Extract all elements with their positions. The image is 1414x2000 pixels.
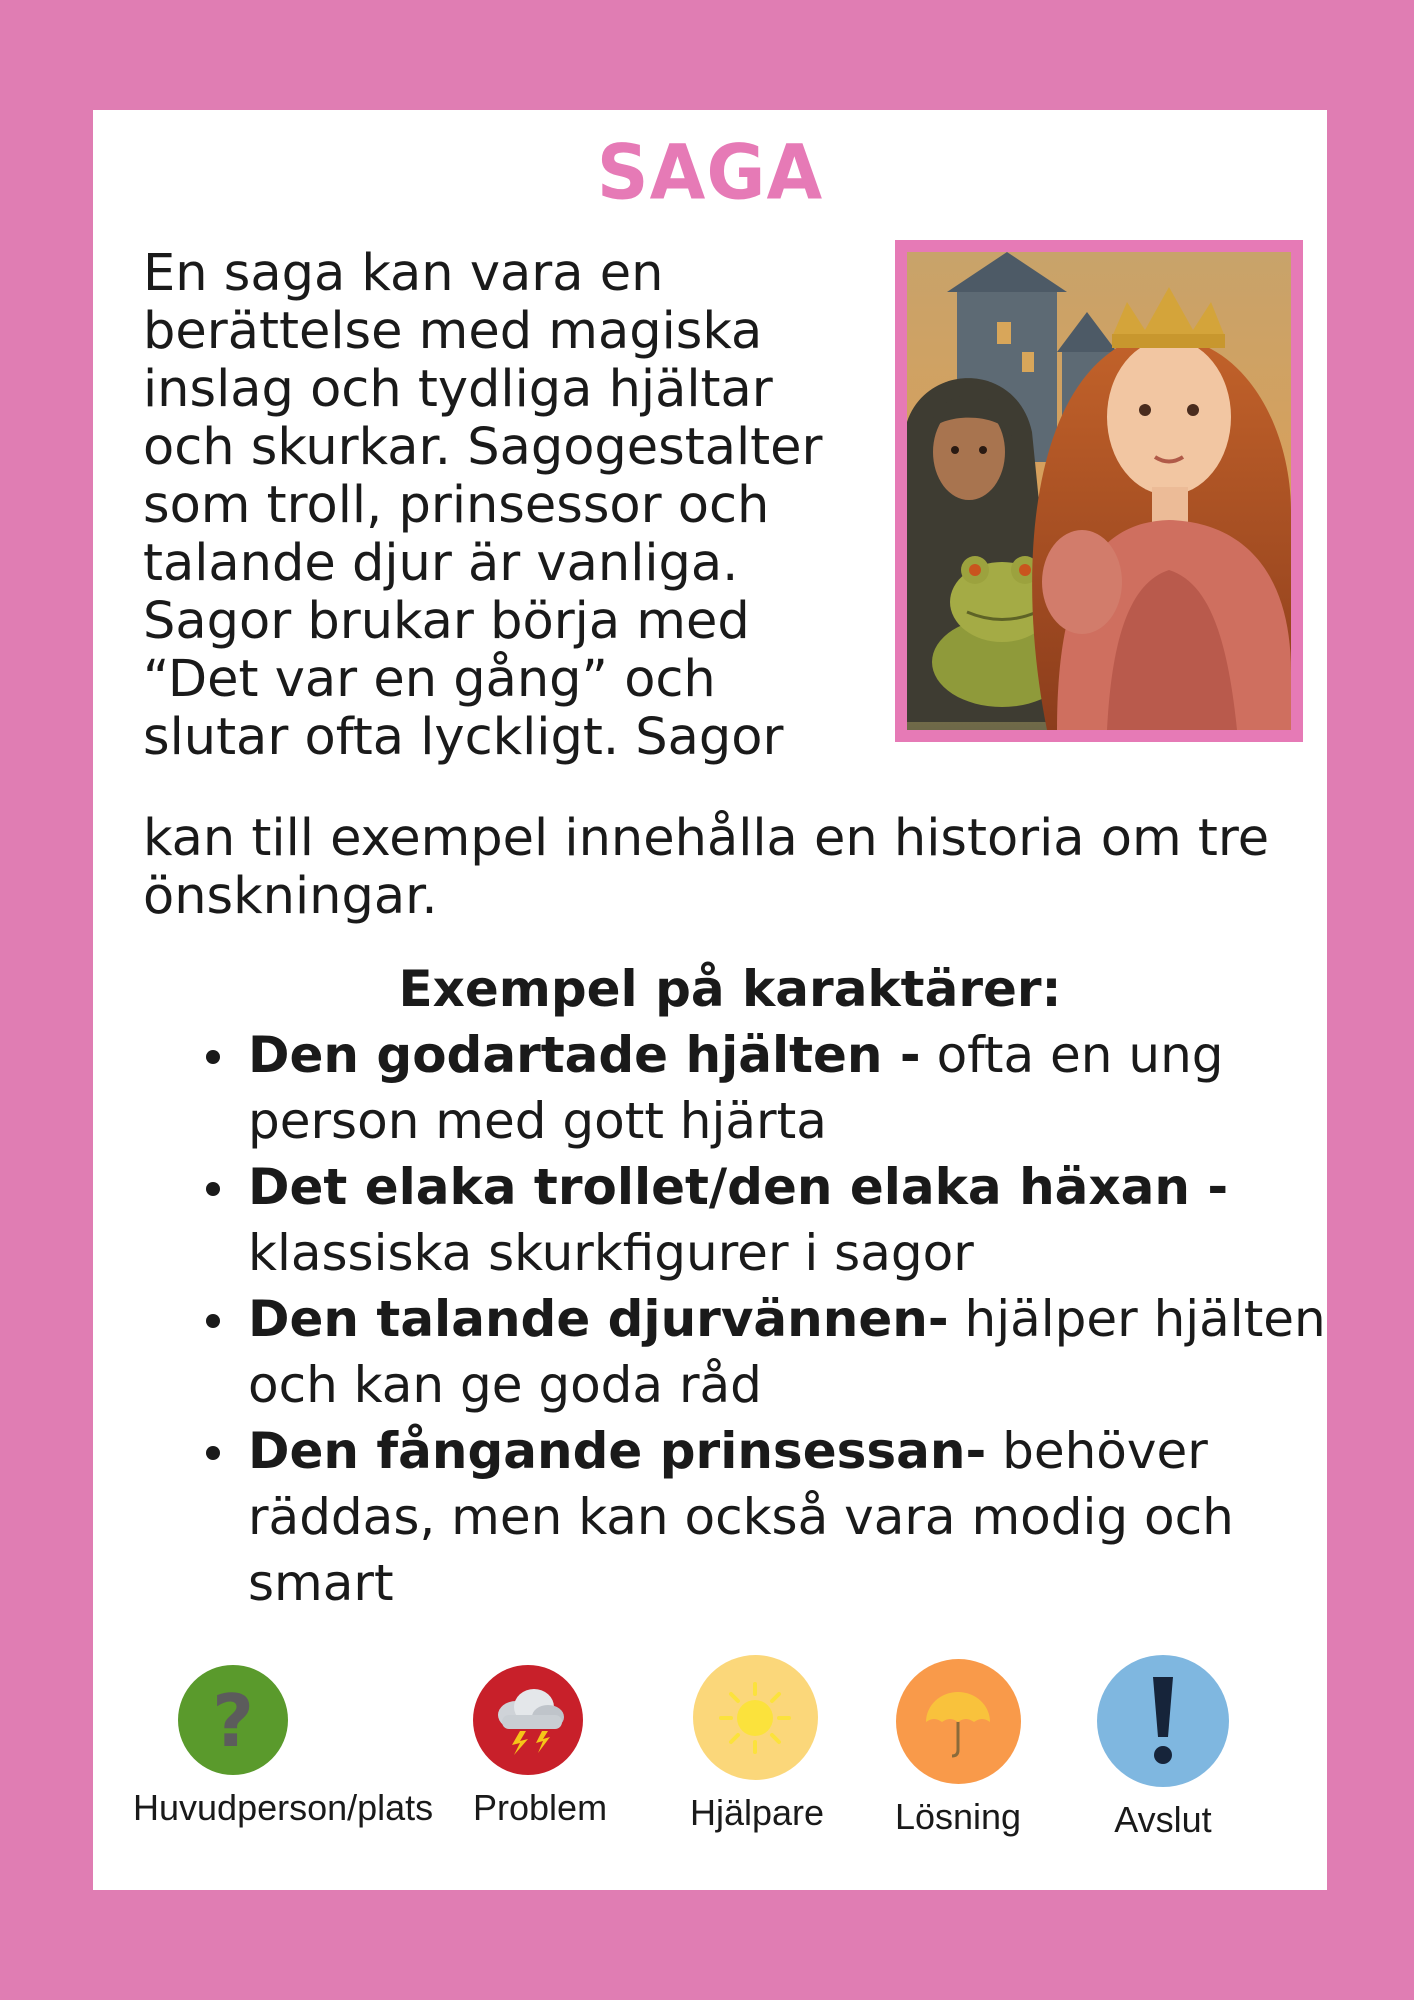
intro-line: önskningar.	[143, 867, 438, 926]
characters-heading: Exempel på karaktärer:	[398, 960, 1062, 1018]
fairytale-illustration	[895, 240, 1303, 742]
character-desc: klassiska skurkfigurer i sagor	[248, 1224, 974, 1282]
umbrella-icon	[896, 1659, 1021, 1784]
intro-line: som troll, prinsessor och	[143, 476, 770, 535]
intro-line: kan till exempel innehålla en historia om tre	[143, 809, 1270, 868]
character-name: Den godartade hjälten -	[248, 1026, 921, 1084]
svg-text:?: ?	[212, 1680, 254, 1760]
character-desc: behöver räddas, men kan också vara modig och smart	[248, 1422, 1234, 1612]
intro-line: och skurkar. Sagogestalter	[143, 418, 823, 477]
page-title: SAGA	[596, 127, 824, 217]
legend-item-hjalpare	[690, 1665, 825, 1834]
intro-line: “Det var en gång” och	[143, 650, 716, 709]
characters-list	[183, 1022, 1348, 1616]
intro-line: slutar ofta lyckligt. Sagor	[143, 708, 784, 767]
intro-line: inslag och tydliga hjältar	[143, 360, 773, 419]
sun-icon	[693, 1655, 818, 1780]
legend-label: Huvudperson/plats	[133, 1787, 434, 1828]
legend-label: Problem	[473, 1787, 608, 1828]
character-desc: ofta en ung person med gott hjärta	[248, 1026, 1224, 1150]
list-item	[248, 1022, 1348, 1154]
character-name: Den fångande prinsessan-	[248, 1422, 987, 1480]
story-structure-legend	[93, 1665, 1327, 1865]
list-item	[248, 1418, 1348, 1616]
intro-continuation	[143, 810, 1343, 926]
intro-line: talande djur är vanliga.	[143, 534, 739, 593]
legend-label: Avslut	[1114, 1799, 1212, 1840]
character-name: Det elaka trollet/den elaka häxan -	[248, 1158, 1229, 1216]
legend-item-avslut	[1093, 1665, 1233, 1841]
legend-item-problem	[473, 1665, 608, 1829]
legend-item-huvudperson	[133, 1665, 434, 1829]
princess-frog-witch-illustration	[907, 252, 1291, 730]
list-item	[248, 1154, 1348, 1286]
legend-item-losning	[893, 1665, 1023, 1838]
story-card	[93, 110, 1327, 1890]
question-icon	[178, 1665, 288, 1775]
intro-line: Sagor brukar börja med	[143, 592, 750, 651]
intro-line: berättelse med magiska	[143, 302, 763, 361]
intro-line: En saga kan vara en	[143, 244, 664, 303]
character-desc: hjälper hjälten och kan ge goda råd	[248, 1290, 1326, 1414]
intro-text	[143, 245, 903, 767]
legend-label: Lösning	[894, 1796, 1022, 1837]
exclamation-icon	[1097, 1655, 1229, 1787]
list-item	[248, 1286, 1348, 1418]
storm-cloud-icon	[473, 1665, 583, 1775]
legend-label: Hjälpare	[690, 1792, 825, 1833]
character-name: Den talande djurvännen-	[248, 1290, 949, 1348]
